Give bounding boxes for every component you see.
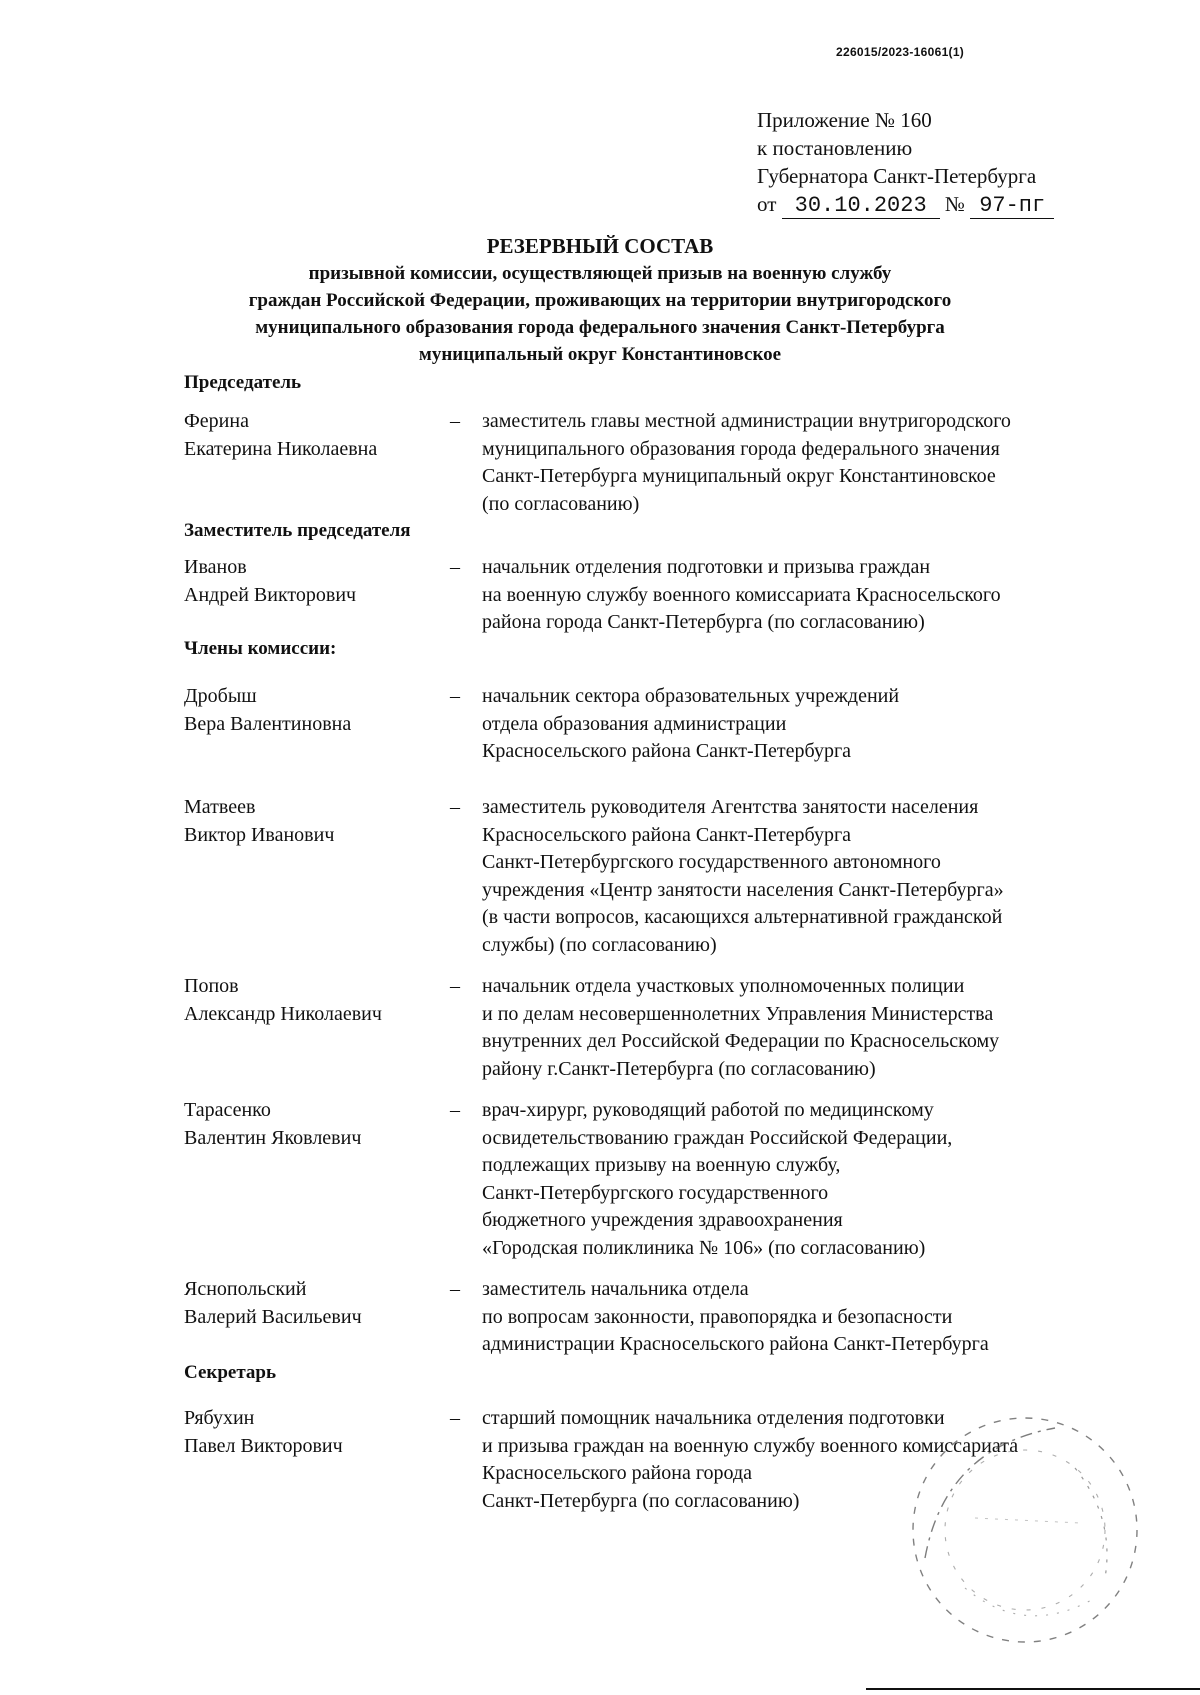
given-names: Вера Валентиновна [184,712,352,735]
dash: – [450,1278,460,1300]
position-description [482,1276,989,1359]
document-title [0,232,1200,368]
position-description [482,1097,952,1262]
appendix-line-2: к постановлению [757,136,913,160]
footer-line [866,1688,1200,1690]
description-line: внутренних дел Российской Федерации по Красносельскому [482,1030,1000,1052]
description-line: отдела образования администрации [482,712,787,735]
description-line: старший помощник начальника отделения подготовки [482,1407,945,1429]
appendix-date-line [757,190,1054,219]
surname: Яснопольский [184,1278,307,1300]
description-line: Санкт-Петербургского государственного [482,1181,829,1204]
description-line: района города Санкт-Петербурга (по согласованию) [482,611,925,633]
dash: – [450,685,460,707]
person-name [184,1276,362,1331]
description-line: начальник отдела участковых уполномоченных полиции [482,975,965,997]
description-line: Красносельского района Санкт-Петербурга [482,823,852,846]
description-line: (в части вопросов, касающихся альтернативной гражданской [482,906,1003,928]
title-line-1: призывной комиссии, осуществляющей призыв на военную службу [308,263,892,284]
person-name [184,408,377,463]
given-names: Екатерина Николаевна [184,437,378,460]
description-line: Санкт-Петербурга муниципальный округ Константиновское [482,465,996,487]
description-line: на военную службу военного комиссариата Красносельского [482,583,1001,606]
description-line: Санкт-Петербурга (по согласованию) [482,1489,800,1512]
position-description [482,794,1004,959]
position-description [482,683,899,766]
document-registration-number: 226015/2023-16061(1) [836,45,965,59]
date-prefix: от [757,192,777,216]
number-prefix: № [944,192,965,216]
description-line: району г.Санкт-Петербурга (по согласованию) [482,1057,876,1080]
description-line: Красносельского района города [482,1462,753,1484]
description-line: Красносельского района Санкт-Петербурга [482,740,852,762]
given-names: Андрей Викторович [184,583,357,606]
surname: Матвеев [184,796,256,818]
surname: Иванов [184,556,247,578]
given-names: Павел Викторович [184,1434,343,1457]
person-name [184,683,351,738]
description-line: заместитель главы местной администрации внутригородского [482,410,1011,432]
description-line: Санкт-Петербургского государственного автономного [482,851,941,873]
dash: – [450,556,460,578]
description-line: заместитель начальника отдела [482,1278,749,1300]
description-line: начальник отделения подготовки и призыва граждан [482,556,931,578]
description-line: учреждения «Центр занятости населения Санкт-Петербурга» [482,878,1004,901]
description-line: службы) (по согласованию) [482,933,717,956]
decree-date: 30.10.2023 [782,194,940,219]
title-line-4: муниципальный округ Константиновское [418,344,782,365]
person-name [184,794,334,849]
given-names: Александр Николаевич [184,1002,382,1025]
description-line: подлежащих призыву на военную службу, [482,1154,841,1176]
appendix-line-3: Губернатора Санкт-Петербурга [757,164,1037,188]
dash: – [450,796,460,818]
description-line: по вопросам законности, правопорядка и безопасности [482,1305,953,1328]
section-secretary: Секретарь [184,1362,277,1383]
decree-number: 97-пг [970,194,1054,219]
description-line: муниципального образования города федерального значения [482,437,1000,460]
title-line-2: граждан Российской Федерации, проживающих на территории внутригородского [248,290,952,311]
description-line: освидетельствованию граждан Российской Федерации, [482,1126,953,1149]
description-line: и по делам несовершеннолетних Управления Министерства [482,1002,994,1025]
dash: – [450,1099,460,1121]
appendix-block [757,106,1054,219]
official-stamp-icon [905,1408,1145,1653]
given-names: Виктор Иванович [184,823,335,846]
person-name [184,973,382,1028]
section-members: Члены комиссии: [184,638,337,659]
position-description [482,973,999,1083]
dash: – [450,975,460,997]
description-line: начальник сектора образовательных учреждений [482,685,900,707]
surname: Попов [184,975,239,997]
section-chairman: Председатель [184,372,302,393]
description-line: бюджетного учреждения здравоохранения [482,1209,843,1231]
person-name [184,1405,343,1460]
dash: – [450,410,460,432]
surname: Рябухин [184,1407,255,1429]
description-line: «Городская поликлиника № 106» (по согласованию) [482,1236,926,1259]
surname: Ферина [184,410,249,432]
position-description [482,554,1001,637]
description-line: и призыва граждан на военную службу военного комиссариата [482,1434,1019,1457]
description-line: (по согласованию) [482,492,640,515]
title-main: РЕЗЕРВНЫЙ СОСТАВ [486,234,714,258]
title-line-3: муниципального образования города федерального значения Санкт-Петербурга [255,317,945,338]
description-line: врач-хирург, руководящий работой по медицинскому [482,1099,934,1121]
dash: – [450,1407,460,1429]
position-description [482,408,1011,518]
person-name [184,1097,361,1152]
surname: Тарасенко [184,1099,271,1121]
description-line: заместитель руководителя Агентства занятости населения [482,796,979,818]
given-names: Валерий Васильевич [184,1305,362,1328]
description-line: администрации Красносельского района Санкт-Петербурга [482,1333,989,1355]
appendix-line-1: Приложение № 160 [757,108,932,132]
given-names: Валентин Яковлевич [184,1126,362,1149]
section-deputy: Заместитель председателя [184,520,411,541]
surname: Дробыш [184,685,257,707]
person-name [184,554,356,609]
